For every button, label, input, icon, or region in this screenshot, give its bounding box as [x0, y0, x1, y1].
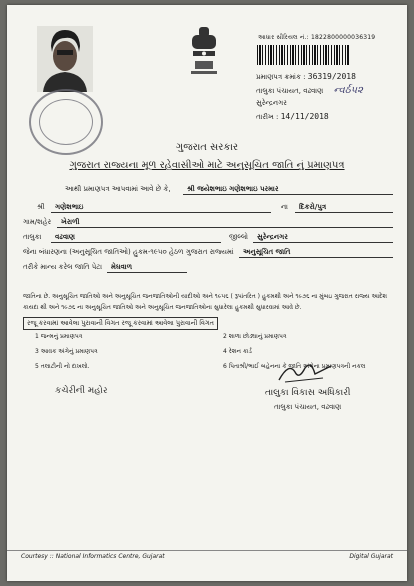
office-seal-text: કચેરીની મહોર — [55, 386, 108, 396]
caste-value: અનુસૂચિત જાતિ — [243, 248, 291, 256]
officer-signature — [275, 358, 335, 386]
father-name: ગણેશભાઇ — [55, 203, 84, 211]
district-label: જીલ્લો — [229, 233, 248, 241]
certificate-title: ગુજરાત રાજ્યના મૂળ રહેવાસીઓ માટે અનુસૂચિત જાતિ નું પ્રમાણપત્ર — [69, 160, 345, 171]
evidence-item: 6 પિતાશ્રી/ભાઈ બહેનના કે જાતિ અંગેના પ્રમાણપત્રની નકલ — [223, 363, 366, 370]
national-emblem-icon — [187, 25, 221, 79]
officer-title: તાલુકા વિકાસ અધિકારી — [265, 388, 351, 398]
evidence-item: 5 તલાટીની નો દાખલો. — [35, 363, 90, 370]
evidence-item: 3 આવક અંગેનું પ્રમાણપત્ર — [35, 348, 98, 355]
barcode — [257, 45, 349, 65]
shri-label: શ્રી — [37, 203, 45, 211]
recognized-label: તરીકે માન્ય કરેલ જાતિ પેટા — [23, 263, 103, 271]
applicant-name: શ્રી જયેશભાઇ ગણેશભાઇ પરમાર — [187, 185, 279, 193]
footer-courtesy: Courtesy :: National Informatics Centre, Gujarat — [21, 553, 165, 560]
legal-paragraph: જાતિના છે. અનુસૂચિત જાતિઓ અને અનુસૂચિત જનજાતિઓની યાદીઓ અને ૧૯૫૬ ( રૂપાંતરિત ) હુકમથી અને ૧૯૭૬ ના મુંબઇ ગુજરાત રાજ્ય આદેશ કાયદા થી અને ૧૯૭૬ ના અનુસૂચિત જાતિઓ અને અનુસૂચિત જનજાતિઓના સુધારેલા હુકમથી સુધારવામાં આવે છે. — [23, 293, 388, 311]
issue-date: તારીખ : 14/11/2018 — [256, 112, 329, 121]
applicant-photo — [37, 26, 93, 92]
caste-label: જેના બંધારણના (અનુસૂચિત જાતિઓ) હુકમ-૧૯૫૦ હેઠળ ગુજરાત રાજ્યમાં — [23, 248, 234, 256]
footer-brand: Digital Gujarat — [349, 553, 393, 560]
government-title: ગુજરાત સરકાર — [175, 142, 239, 153]
evidence-item: 1 જન્મનું પ્રમાણપત્ર — [35, 333, 83, 340]
intro-text: આથી પ્રમાણપત્ર આપવામાં આવે છે કે, — [65, 185, 171, 193]
barcode-number: આધાર સીરિયલ નં.: 1822800000036319 — [258, 34, 376, 41]
district-value: સુરેન્દ્રનગર — [257, 233, 288, 241]
certificate-page — [7, 5, 407, 581]
village: ખેરાળી — [61, 218, 80, 226]
handwritten-number: ન્વર્ઠપ૨ — [333, 85, 363, 96]
taluka-value: વઢવાણ — [55, 233, 76, 241]
village-label: ગામ/શહેર — [23, 218, 52, 226]
subcaste-value: મેઘવાળ — [111, 263, 133, 271]
header-district: સુરેન્દ્રનગર — [256, 99, 287, 107]
evidence-item: 2 શાળા છોડ્યાનું પ્રમાણપત્ર — [223, 333, 287, 340]
na-label: ના — [281, 203, 288, 211]
taluka-office: તાલુકા પંચાયત, વઢવાણ ન્વર્ઠપ૨ — [256, 85, 363, 96]
taluka-label: તાલુકા — [23, 233, 42, 241]
certificate-number: પ્રમાણપત્ર ક્રમાંક : 36319/2018 — [256, 72, 356, 81]
evidence-item: 4 રેશન કાર્ડ — [223, 348, 252, 355]
officer-office: તાલુકા પંચાયત, વઢવાણ — [274, 403, 342, 411]
relation: દિકરો/પુત્ર — [299, 203, 327, 211]
evidence-heading: રજૂ કરવામાં આવેલા પુરાવાની વિગત રજૂ કરવામાં આવેલા પુરાવાની વિગત — [23, 317, 218, 330]
